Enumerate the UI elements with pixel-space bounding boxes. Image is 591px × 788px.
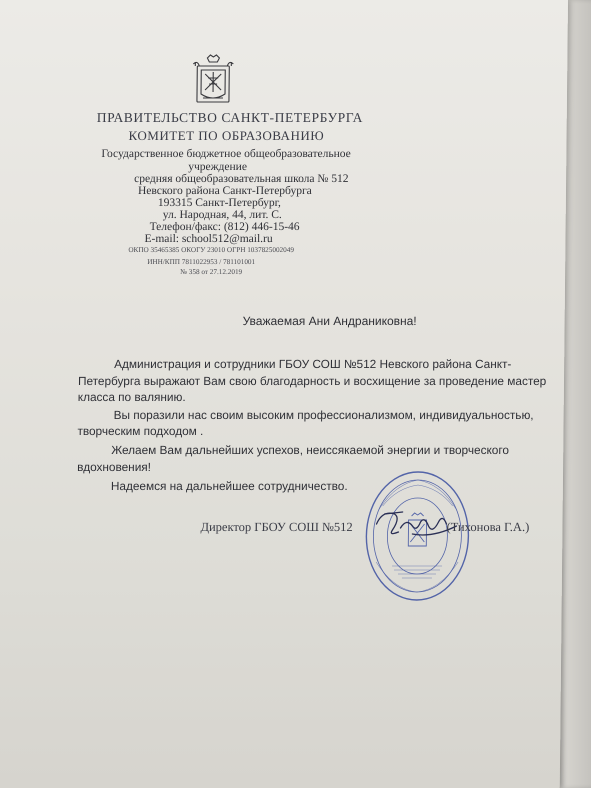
body-line: творческим подходом . xyxy=(77,424,204,438)
body-line: вдохновения! xyxy=(77,460,152,474)
signatory-position: Директор ГБОУ СОШ №512 xyxy=(200,520,353,534)
registry-codes: ОКПО 35465385 ОКОГУ 23010 ОГРН 1037825002049 xyxy=(128,246,294,254)
saint-petersburg-coat-of-arms-icon xyxy=(191,54,236,108)
inn-kpp: ИНН/КПП 7811022953 / 781101001 xyxy=(147,258,256,266)
address-line: ул. Народная, 44, лит. С. xyxy=(162,209,282,221)
body-line: Надеемся на дальнейшее сотрудничество. xyxy=(110,479,348,493)
org-name-line: Государственное бюджетное общеобразовательное xyxy=(101,148,351,160)
email-line: E-mail: school512@mail.ru xyxy=(144,233,273,245)
document-number: № 358 от 27.12.2019 xyxy=(180,268,243,276)
org-name-line: средняя общеобразовательная школа № 512 xyxy=(134,173,349,185)
signatory-name: (Тихонова Г.А.) xyxy=(446,520,530,534)
government-heading: ПРАВИТЕЛЬСТВО САНКТ-ПЕТЕРБУРГА xyxy=(96,110,364,125)
body-line: Вы поразили нас своим высоким профессионализмом, индивидуальностью, xyxy=(113,408,534,422)
body-line: Желаем Вам дальнейших успехов, неиссякаемой энергии и творческого xyxy=(111,443,510,457)
org-name-line: Невского района Санкт-Петербурга xyxy=(137,185,312,197)
body-line: класса по валянию. xyxy=(77,390,186,404)
committee-heading: КОМИТЕТ ПО ОБРАЗОВАНИЮ xyxy=(128,128,325,143)
body-line: Администрация и сотрудники ГБОУ СОШ №512 Невского района Санкт- xyxy=(114,357,512,371)
phone-line: Телефон/факс: (812) 446-15-46 xyxy=(149,221,300,233)
org-name-line: учреждение xyxy=(188,161,248,173)
body-line: Петербурга выражают Вам свою благодарность и восхищение за проведение мастер xyxy=(77,374,547,388)
address-line: 193315 Санкт-Петербург, xyxy=(157,197,282,209)
greeting: Уважаемая Ани Андраниковна! xyxy=(242,314,417,328)
